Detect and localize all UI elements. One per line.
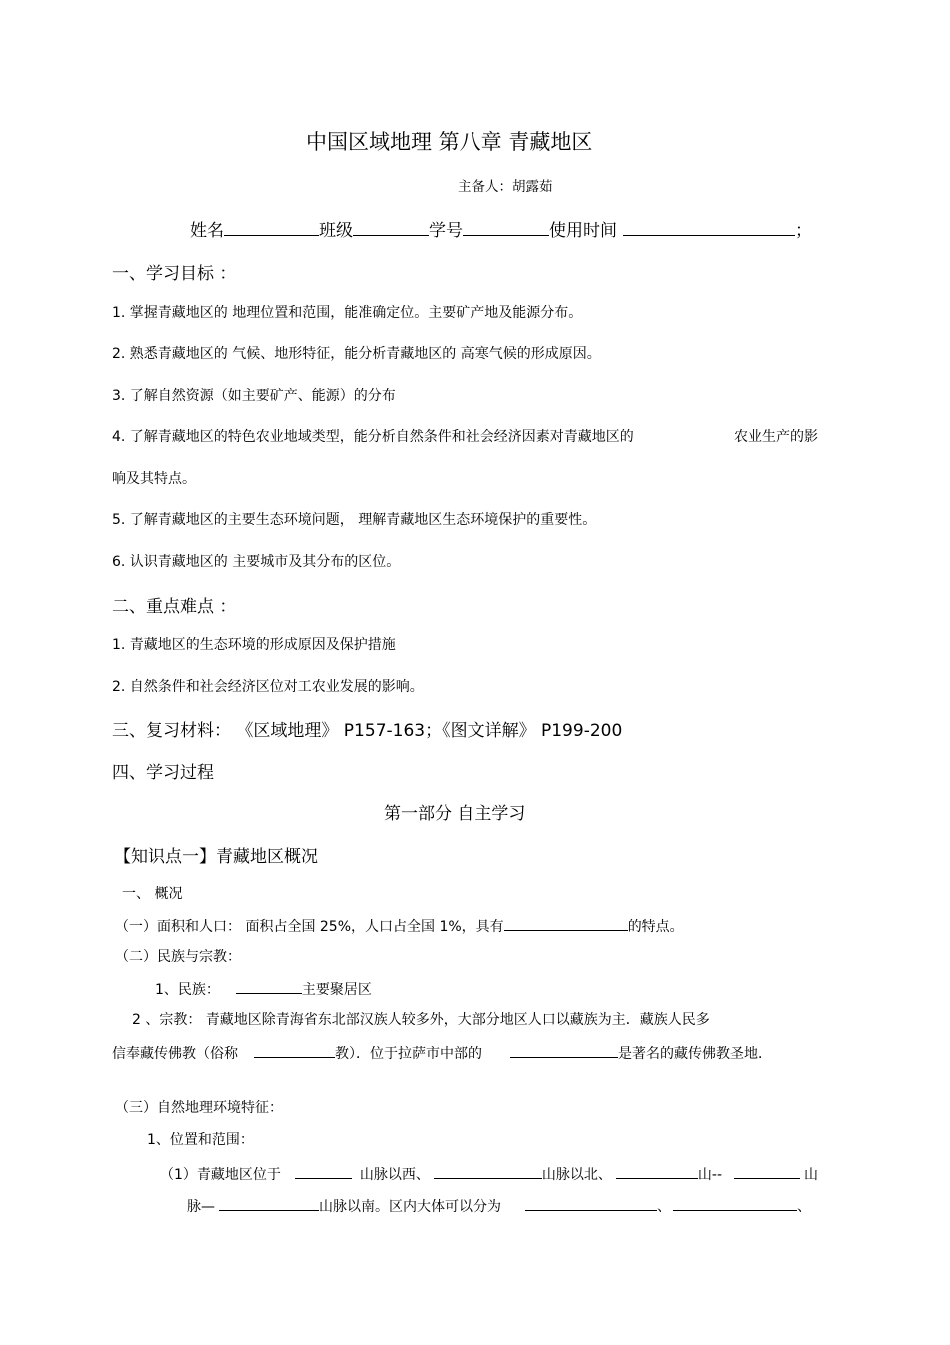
overview-heading: 一、 概况 <box>122 886 183 902</box>
mountain-blank-1[interactable] <box>295 1162 352 1179</box>
name-label: 姓名 <box>190 221 224 241</box>
key-point-item: 1. 青藏地区的生态环境的形成原因及保护措施 <box>112 637 396 653</box>
holy-site-blank[interactable] <box>510 1041 618 1058</box>
section2-heading: 二、重点难点 ： <box>112 597 237 617</box>
religion-line-2: 信奉藏传佛教（俗称 教）．位于拉萨市中部的 是著名的藏传佛教圣地． <box>112 1041 772 1063</box>
time-label: 使用时间 <box>549 221 617 241</box>
section4-heading: 四、学习过程 <box>112 763 214 783</box>
name-blank[interactable] <box>224 219 319 236</box>
class-label: 班级 <box>319 221 353 241</box>
student-id-blank[interactable] <box>463 219 549 236</box>
objective-item-cont: 响及其特点。 <box>112 471 196 487</box>
ethnic-religion-heading: （二）民族与宗教： <box>115 949 241 965</box>
student-info-row <box>190 216 812 241</box>
part-title: 第一部分 自主学习 <box>384 804 526 824</box>
mountain-blank-2[interactable] <box>434 1162 542 1179</box>
objective-item: 4. 了解青藏地区的特色农业地域类型，能分析自然条件和社会经济因素对青藏地区的 <box>112 429 634 445</box>
section1-heading: 一、学习目标 ： <box>112 264 237 284</box>
location-line-2: 脉— 山脉以南。区内大体可以分为 、 、 <box>187 1194 811 1216</box>
ethnic-blank[interactable] <box>236 977 302 994</box>
ethnic-line: 1、民族： 主要聚居区 <box>155 977 372 999</box>
objective-item-tail: 农业生产的影 <box>734 429 818 445</box>
section3-heading: 三、复习材料： 《区域地理》 P157-163；《图文详解》 P199-200 <box>112 721 623 741</box>
natural-features-heading: （三）自然地理环境特征： <box>115 1100 283 1116</box>
feature-blank[interactable] <box>504 914 628 931</box>
mountain-blank-5[interactable] <box>219 1194 319 1211</box>
objective-item: 5. 了解青藏地区的主要生态环境问题， 理解青藏地区生态环境保护的重要性。 <box>112 512 597 528</box>
area-population-line: （一）面积和人口： 面积占全国 25%，人口占全国 1%，具有 的特点。 <box>115 914 684 936</box>
region-blank-1[interactable] <box>525 1194 657 1211</box>
objective-item: 3. 了解自然资源（如主要矿产、能源）的分布 <box>112 388 396 404</box>
mountain-blank-3[interactable] <box>616 1162 698 1179</box>
region-blank-2[interactable] <box>673 1194 797 1211</box>
mountain-blank-4[interactable] <box>734 1162 800 1179</box>
objective-item: 2. 熟悉青藏地区的 气候、地形特征，能分析青藏地区的 高寒气候的形成原因。 <box>112 346 601 362</box>
author-line: 主备人：胡露茹 <box>458 179 553 195</box>
time-blank[interactable] <box>623 219 795 236</box>
religion-line: 2 、宗教： 青藏地区除青海省东北部汉族人较多外，大部分地区人口以藏族为主．藏族人民多 <box>132 1012 710 1028</box>
knowledge-point-heading: 【知识点一】青藏地区概况 <box>114 847 318 867</box>
student-id-label: 学号 <box>429 221 463 241</box>
location-line-1: （1）青藏地区位于 山脉以西、 山脉以北、 山-- 山 <box>160 1162 818 1184</box>
objective-item: 6. 认识青藏地区的 主要城市及其分布的区位。 <box>112 554 401 570</box>
class-blank[interactable] <box>353 219 429 236</box>
objective-item: 1. 掌握青藏地区的 地理位置和范围，能准确定位。主要矿产地及能源分布。 <box>112 305 583 321</box>
page-title: 中国区域地理 第八章 青藏地区 <box>306 130 593 154</box>
key-point-item: 2. 自然条件和社会经济区位对工农业发展的影响。 <box>112 679 424 695</box>
location-heading: 1、位置和范围： <box>147 1132 254 1148</box>
end-mark: ； <box>795 221 812 241</box>
religion-name-blank[interactable] <box>254 1041 335 1058</box>
